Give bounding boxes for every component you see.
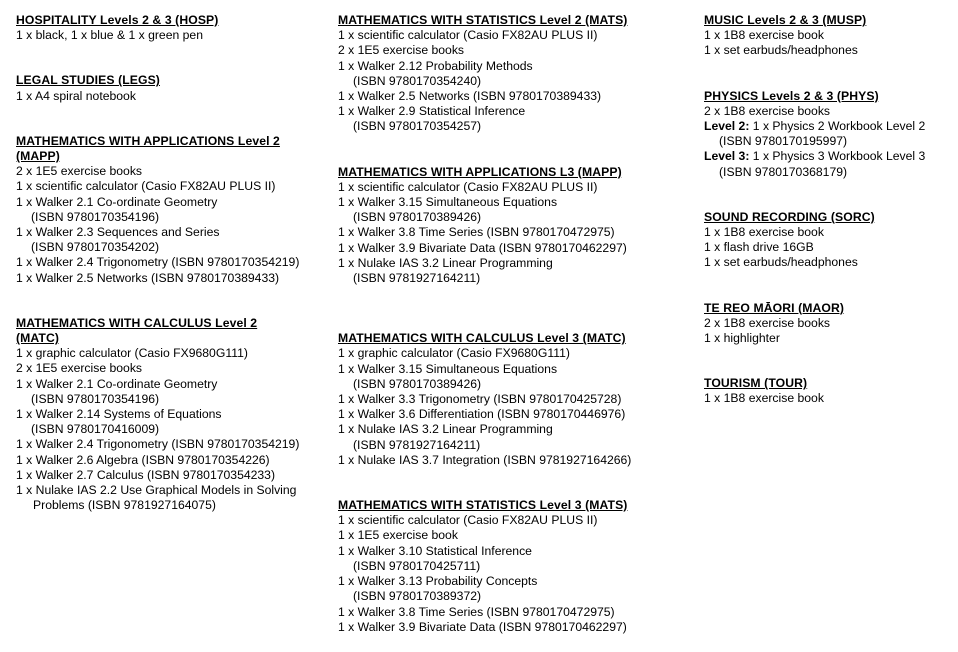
level-item-text: 1 x Physics 3 Workbook Level 3 [752, 149, 926, 164]
section-heading-code: (MATC) [16, 331, 60, 346]
list-item: 1 x Walker 2.9 Statistical Inference [338, 104, 526, 119]
spacer [16, 43, 311, 73]
list-item: 1 x 1E5 exercise book [338, 528, 458, 543]
list-item: 1 x 1B8 exercise book [704, 391, 824, 406]
list-item: 1 x 1B8 exercise book [704, 28, 824, 43]
list-item-isbn: (ISBN 9780170389426) [353, 376, 482, 391]
section-heading: TOURISM (TOUR) [704, 376, 808, 391]
spacer [338, 468, 668, 498]
column-1 [16, 13, 311, 513]
spacer [338, 286, 668, 316]
list-item: 1 x Walker 3.9 Bivariate Data (ISBN 9780170462297) [338, 619, 627, 634]
section-heading: MATHEMATICS WITH APPLICATIONS L3 (MAPP) [338, 164, 622, 179]
list-item-isbn: (ISBN 9780170416009) [31, 422, 160, 437]
spacer [338, 316, 668, 331]
list-item-isbn: (ISBN 9780170389372) [353, 589, 482, 604]
list-item: 2 x 1E5 exercise books [338, 43, 465, 58]
list-item: 2 x 1B8 exercise books [704, 315, 831, 330]
list-item-isbn: (ISBN 9780170389426) [353, 210, 482, 225]
list-item: 1 x highlighter [704, 331, 780, 346]
list-item: 1 x Nulake IAS 3.7 Integration (ISBN 9781927164266) [338, 452, 632, 467]
section-mats-level-2 [338, 13, 668, 135]
section-heading: TE REO MĀORI (MAOR) [704, 300, 845, 315]
list-item-isbn: (ISBN 9781927164211) [353, 437, 481, 452]
list-item-isbn: (ISBN 9780170354240) [353, 73, 482, 88]
list-item: 1 x Walker 2.4 Trigonometry (ISBN 9780170354219) [16, 437, 300, 452]
list-item: 1 x Walker 3.6 Differentiation (ISBN 9780170446976) [338, 407, 626, 422]
list-item: 1 x Walker 3.8 Time Series (ISBN 9780170472975) [338, 604, 615, 619]
list-item: 1 x Walker 2.1 Co-ordinate Geometry [16, 194, 218, 209]
section-heading: SOUND RECORDING (SORC) [704, 209, 875, 224]
section-mapp-level-3 [338, 165, 668, 287]
list-item: 1 x Walker 2.5 Networks (ISBN 9780170389433) [16, 270, 280, 285]
list-item: 1 x Walker 2.5 Networks (ISBN 9780170389433) [338, 89, 602, 104]
list-item: 1 x Walker 3.9 Bivariate Data (ISBN 9780170462297) [338, 240, 627, 255]
list-item-isbn: Problems (ISBN 9781927164075) [33, 498, 216, 513]
list-item-isbn: (ISBN 9780170354196) [31, 391, 160, 406]
list-item: 1 x graphic calculator (Casio FX9680G111) [338, 346, 570, 361]
list-item: 1 x Walker 2.4 Trigonometry (ISBN 9780170354219) [16, 255, 300, 270]
list-item: 1 x scientific calculator (Casio FX82AU PLUS II) [338, 179, 598, 194]
list-item: 1 x set earbuds/headphones [704, 255, 858, 270]
list-item: 1 x scientific calculator (Casio FX82AU PLUS II) [338, 513, 598, 528]
list-item: 1 x Walker 2.1 Co-ordinate Geometry [16, 376, 218, 391]
list-item-isbn: (ISBN 9780170195997) [719, 134, 848, 149]
level-label: Level 2: [704, 119, 750, 134]
section-legal-studies [16, 73, 311, 103]
section-hospitality [16, 13, 311, 43]
list-item-isbn: (ISBN 9780170354257) [353, 119, 482, 134]
list-item: 1 x set earbuds/headphones [704, 43, 858, 58]
list-item-isbn: (ISBN 9780170354202) [31, 240, 160, 255]
list-item: 1 x scientific calculator (Casio FX82AU PLUS II) [338, 28, 598, 43]
section-heading: MATHEMATICS WITH CALCULUS Level 3 (MATC) [338, 331, 626, 346]
list-item-level-2 [704, 119, 954, 134]
list-item-isbn: (ISBN 9780170425711) [353, 558, 481, 573]
list-item: 1 x A4 spiral notebook [16, 88, 136, 103]
section-heading: MATHEMATICS WITH STATISTICS Level 3 (MATS) [338, 498, 628, 513]
list-item: 1 x flash drive 16GB [704, 240, 814, 255]
spacer [704, 271, 954, 301]
section-matc-level-2 [16, 316, 311, 514]
section-heading: MATHEMATICS WITH STATISTICS Level 2 (MATS) [338, 13, 628, 27]
level-label: Level 3: [704, 149, 750, 164]
list-item: 1 x scientific calculator (Casio FX82AU PLUS II) [16, 179, 276, 194]
column-3 [704, 13, 954, 407]
section-physics [704, 89, 954, 180]
section-matc-level-3 [338, 331, 668, 468]
spacer [338, 135, 668, 165]
spacer [704, 346, 954, 376]
section-te-reo-maori [704, 301, 954, 347]
list-item: 1 x Nulake IAS 2.2 Use Graphical Models in Solving [16, 483, 297, 498]
spacer [704, 59, 954, 89]
spacer [16, 286, 311, 316]
section-heading: PHYSICS Levels 2 & 3 (PHYS) [704, 88, 879, 103]
list-item: 1 x Walker 2.7 Calculus (ISBN 9780170354233) [16, 467, 276, 482]
section-heading: MUSIC Levels 2 & 3 (MUSP) [704, 13, 867, 27]
list-item: 1 x Walker 3.15 Simultaneous Equations [338, 195, 558, 210]
list-item: 1 x 1B8 exercise book [704, 225, 824, 240]
list-item: 1 x Walker 3.13 Probability Concepts [338, 574, 538, 589]
section-mats-level-3 [338, 498, 668, 635]
section-music [704, 13, 954, 59]
section-heading: LEGAL STUDIES (LEGS) [16, 73, 160, 88]
list-item: 1 x Walker 2.6 Algebra (ISBN 9780170354226) [16, 452, 270, 467]
column-2 [338, 13, 668, 635]
list-item-level-3 [704, 149, 954, 164]
list-item: 2 x 1E5 exercise books [16, 361, 143, 376]
list-item: 2 x 1B8 exercise books [704, 103, 831, 118]
list-item: 2 x 1E5 exercise books [16, 164, 143, 179]
list-item-isbn: (ISBN 9780170354196) [31, 209, 160, 224]
list-item: 1 x black, 1 x blue & 1 x green pen [16, 28, 203, 43]
list-item: 1 x Walker 2.12 Probability Methods [338, 58, 533, 73]
list-item: 1 x Walker 2.14 Systems of Equations [16, 407, 222, 422]
list-item: 1 x Walker 2.3 Sequences and Series [16, 225, 220, 240]
section-tourism [704, 376, 954, 406]
list-item-isbn: (ISBN 9780170368179) [719, 164, 848, 179]
section-mapp-level-2 [16, 134, 311, 286]
section-heading: MATHEMATICS WITH CALCULUS Level 2 [16, 315, 258, 330]
list-item-isbn: (ISBN 9781927164211) [353, 271, 481, 286]
list-item: 1 x graphic calculator (Casio FX9680G111) [16, 346, 248, 361]
section-heading: HOSPITALITY Levels 2 & 3 (HOSP) [16, 13, 219, 27]
list-item: 1 x Walker 3.15 Simultaneous Equations [338, 361, 558, 376]
level-item-text: 1 x Physics 2 Workbook Level 2 [752, 119, 926, 134]
section-heading-code: (MAPP) [16, 149, 60, 164]
list-item: 1 x Walker 3.10 Statistical Inference [338, 543, 532, 558]
section-sound-recording [704, 210, 954, 271]
list-item: 1 x Walker 3.8 Time Series (ISBN 9780170472975) [338, 225, 615, 240]
section-heading: MATHEMATICS WITH APPLICATIONS Level 2 [16, 133, 280, 148]
spacer [704, 180, 954, 210]
spacer [16, 104, 311, 134]
list-item: 1 x Walker 3.3 Trigonometry (ISBN 9780170425728) [338, 392, 622, 407]
list-item: 1 x Nulake IAS 3.2 Linear Programming [338, 255, 553, 270]
list-item: 1 x Nulake IAS 3.2 Linear Programming [338, 422, 553, 437]
